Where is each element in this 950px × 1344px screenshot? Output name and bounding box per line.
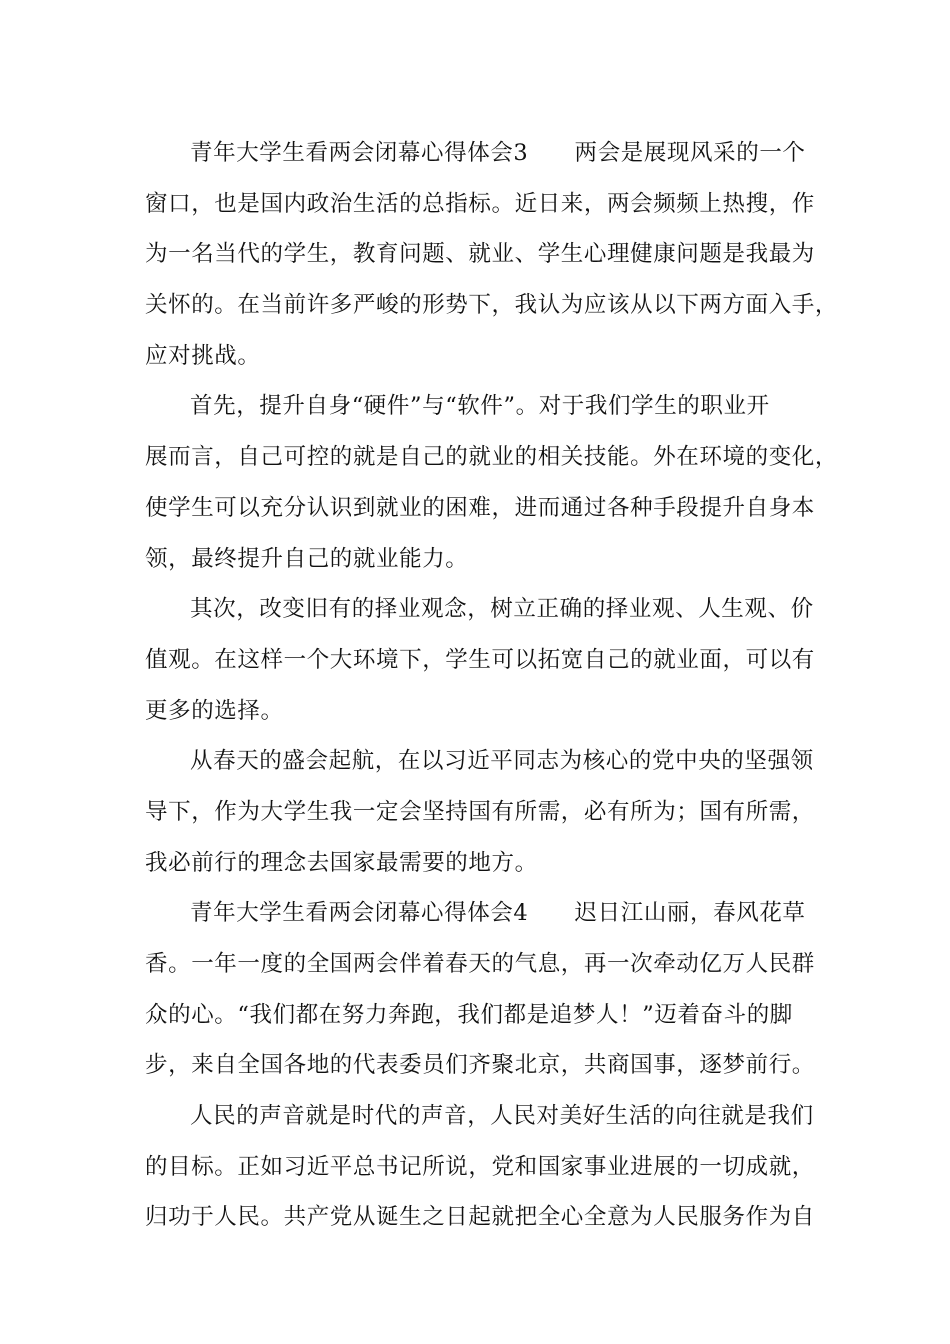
- text-line: 人民的声音就是时代的声音，人民对美好生活的向往就是我们: [190, 1103, 814, 1130]
- text-line: 归功于人民。共产党从诞生之日起就把全心全意为人民服务作为自: [145, 1204, 815, 1231]
- text-line: 我必前行的理念去国家最需要的地方。: [145, 849, 538, 876]
- text-line: 青年大学生看两会闭幕心得体会3 两会是展现风采的一个: [190, 140, 806, 166]
- text-line: 更多的选择。: [145, 697, 284, 724]
- text-line: 窗口，也是国内政治生活的总指标。近日来，两会频频上热搜，作: [145, 190, 815, 217]
- text-line: 众的心。“我们都在努力奔跑，我们都是追梦人！”迈着奋斗的脚: [145, 1001, 793, 1028]
- document-body: [145, 128, 839, 1243]
- text-line: 为一名当代的学生，教育问题、就业、学生心理健康问题是我最为: [145, 241, 815, 268]
- text-line: 值观。在这样一个大环境下，学生可以拓宽自己的就业面，可以有: [145, 646, 815, 673]
- text-line: 领，最终提升自己的就业能力。: [145, 545, 469, 572]
- text-line: 的目标。正如习近平总书记所说，党和国家事业进展的一切成就，: [145, 1153, 815, 1180]
- text-line: 使学生可以充分认识到就业的困难，进而通过各种手段提升自身本: [145, 494, 815, 521]
- text-line: 关怀的。在当前许多严峻的形势下，我认为应该从以下两方面入手，: [145, 292, 839, 319]
- text-line: 首先，提升自身“硬件”与“软件”。对于我们学生的职业开: [190, 393, 770, 420]
- text-line: 步，来自全国各地的代表委员们齐聚北京，共商国事，逐梦前行。: [145, 1052, 815, 1079]
- text-line: 从春天的盛会起航，在以习近平同志为核心的党中央的坚强领: [190, 748, 814, 775]
- text-line: 香。一年一度的全国两会伴着春天的气息，再一次牵动亿万人民群: [145, 951, 815, 977]
- text-line: 青年大学生看两会闭幕心得体会4 迟日江山丽，春风花草: [190, 900, 806, 927]
- text-line: 其次，改变旧有的择业观念，树立正确的择业观、人生观、价: [190, 596, 814, 623]
- text-line: 展而言，自己可控的就是自己的就业的相关技能。外在环境的变化，: [145, 444, 839, 471]
- text-line: 导下，作为大学生我一定会坚持国有所需，必有所为；国有所需，: [145, 798, 815, 825]
- text-line: 应对挑战。: [145, 342, 261, 369]
